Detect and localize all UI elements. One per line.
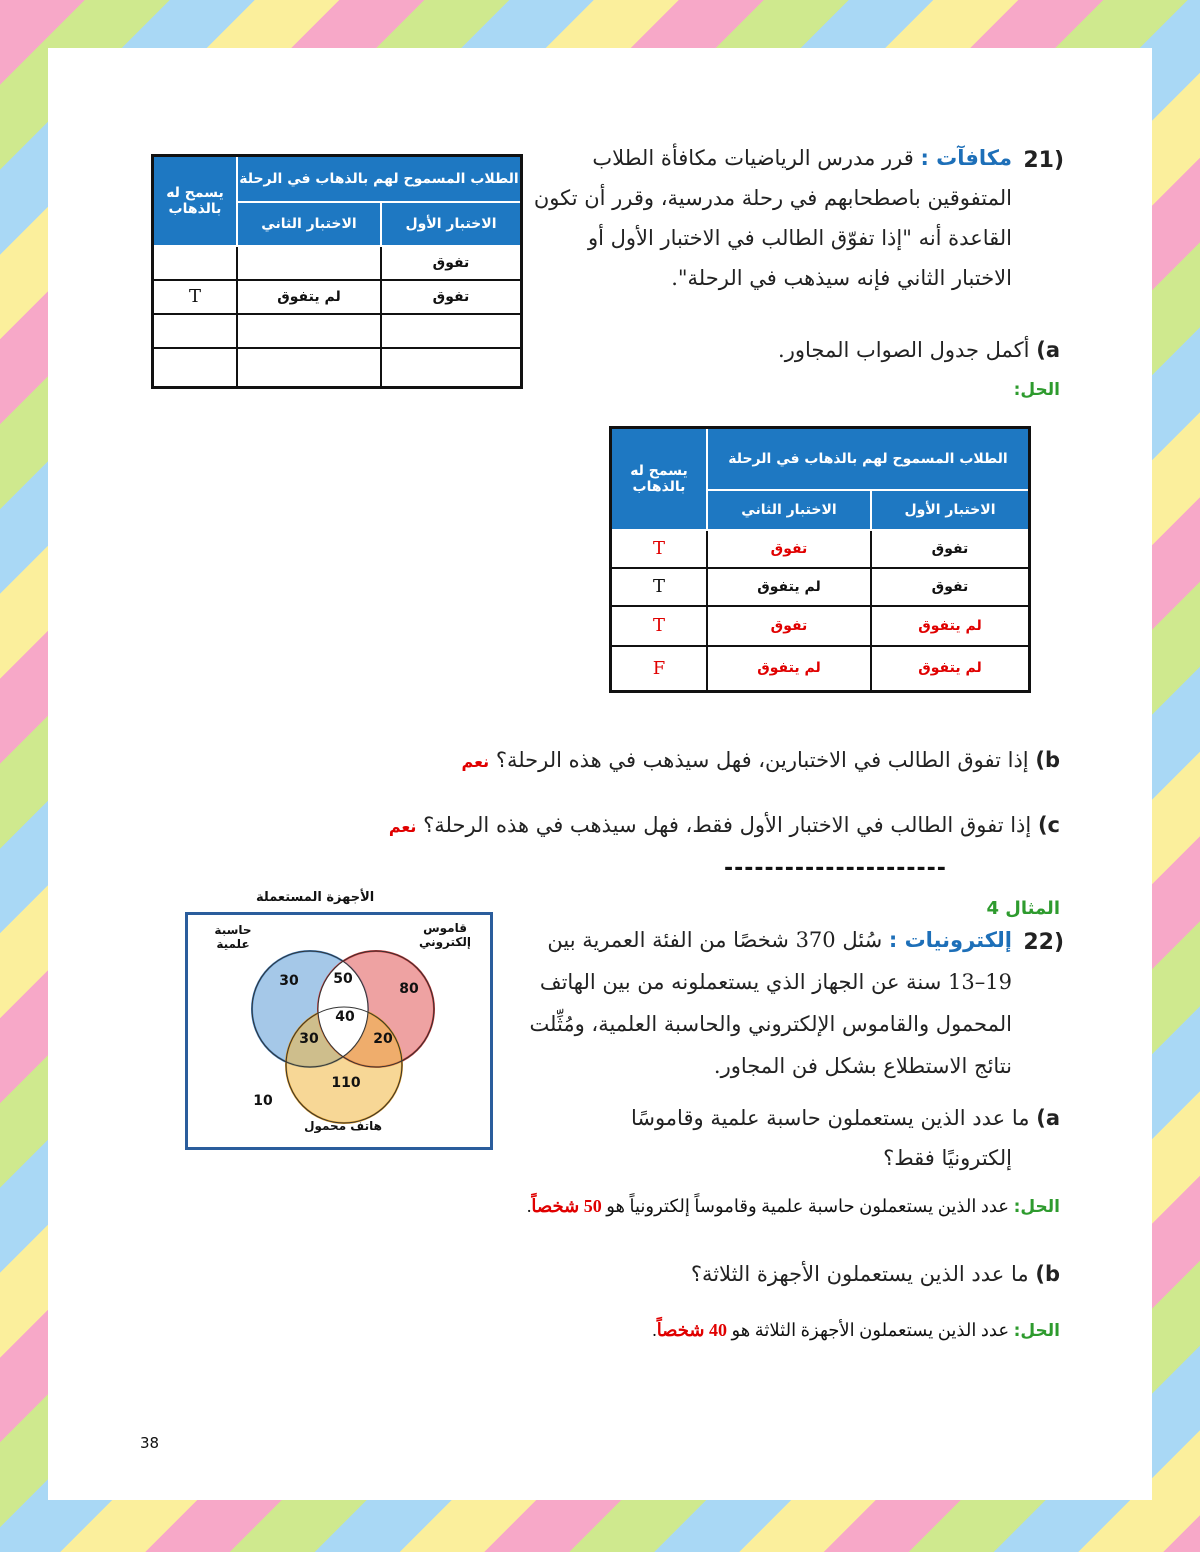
blank-r2-c1: تفوق [381, 280, 522, 314]
solved-r4-c2: لم يتفوق [707, 646, 871, 692]
q22-keyword: إلكترونيات : [888, 928, 1012, 952]
solved-r2-c1: تفوق [871, 568, 1030, 606]
q21-part-c-answer: نعم [388, 817, 417, 836]
header-test1: الاختبار الأول [381, 202, 522, 246]
header-students: الطلاب المسموح لهم بالذهاب في الرحلة [237, 156, 522, 202]
venn-dict-label: قاموس إلكتروني [418, 921, 472, 949]
q22-part-a-line2: إلكترونيًا فقط؟ [883, 1146, 1012, 1170]
q21-part-a-text: أكمل جدول الصواب المجاور. [778, 338, 1030, 362]
solved-header-students: الطلاب المسموح لهم بالذهاب في الرحلة [707, 428, 1030, 490]
solved-r2-c3: T [611, 568, 708, 606]
q21-line-4: الاختبار الثاني فإنه سيذهب في الرحلة". [671, 266, 1012, 290]
venn-calc-dict: 50 [333, 971, 353, 987]
q22-part-a-letter: a) [1036, 1106, 1060, 1130]
q22-part-a [631, 1106, 1060, 1130]
blank-r2-c2: لم يتفوق [237, 280, 381, 314]
q21-part-a-letter: a) [1036, 338, 1060, 362]
q22-answer-b [652, 1320, 1060, 1341]
blank-r1-c2 [237, 246, 381, 280]
blank-r3-c2 [237, 314, 381, 348]
truth-table-blank [151, 154, 523, 389]
venn-outside: 10 [253, 1093, 273, 1109]
q22-answer-b-text: عدد الذين يستعملون الأجهزة الثلاثة هو [731, 1320, 1010, 1340]
example-title: المثال 4 [986, 898, 1060, 919]
blank-r3-c1 [381, 314, 522, 348]
blank-r1-c3 [153, 246, 238, 280]
venn-all-three: 40 [335, 1009, 355, 1025]
q21-line-2: المتفوقين باصطحابهم في رحلة مدرسية، وقرر أن تكون [533, 186, 1012, 210]
solved-r3-c2: تفوق [707, 606, 871, 646]
venn-dict-phone: 20 [373, 1031, 393, 1047]
q21-solution-label: الحل: [1013, 380, 1060, 400]
q22-answer-a-text: عدد الذين يستعملون حاسبة علمية وقاموساً إلكترونياً هو [606, 1196, 1010, 1216]
venn-phone-only: 110 [331, 1075, 361, 1091]
q22-line-3: المحمول والقاموس الإلكتروني والحاسبة العلمية، ومُثِّلت [529, 1012, 1012, 1036]
solved-header-allowed: يسمح له بالذهاب [611, 428, 708, 530]
q22-number: 22) [1023, 930, 1064, 955]
q22-answer-a [527, 1196, 1060, 1217]
venn-title: الأجهزة المستعملة [256, 890, 375, 905]
q22-answer-b-value: 40 شخصاً [656, 1320, 727, 1340]
q21-part-a [778, 338, 1060, 362]
q21-number: 21) [1023, 148, 1064, 173]
q21-keyword: مكافآت : [920, 146, 1012, 170]
q22-answer-a-label: الحل: [1013, 1197, 1060, 1217]
solved-r2-c2: لم يتفوق [707, 568, 871, 606]
blank-r1-c1: تفوق [381, 246, 522, 280]
q21-part-c [389, 813, 1060, 837]
blank-r2-c3: T [153, 280, 238, 314]
blank-r4-c2 [237, 348, 381, 388]
q22-line-2: 19–13 سنة عن الجهاز الذي يستعملونه من بين الهاتف [539, 970, 1012, 994]
q22-part-a-line1: ما عدد الذين يستعملون حاسبة علمية وقاموسًا [630, 1106, 1030, 1130]
venn-dict-only: 80 [399, 981, 419, 997]
solved-r4-c1: لم يتفوق [871, 646, 1030, 692]
q21-part-b [462, 748, 1060, 772]
q22-answer-b-label: الحل: [1013, 1321, 1060, 1341]
venn-calc-only: 30 [279, 973, 299, 989]
blank-r4-c3 [153, 348, 238, 388]
q21-part-b-letter: b) [1035, 748, 1060, 772]
q22-part-b-letter: b) [1035, 1262, 1060, 1286]
solved-r4-c3: F [611, 646, 708, 692]
venn-diagram [185, 912, 493, 1150]
venn-phone-label: هاتف محمول [304, 1119, 382, 1133]
solved-r3-c1: لم يتفوق [871, 606, 1030, 646]
q22-answer-a-end: . [526, 1196, 532, 1216]
q21-line-1 [592, 146, 1012, 170]
header-test2: الاختبار الثاني [237, 202, 381, 246]
page [48, 48, 1152, 1500]
solved-r1-c1: تفوق [871, 530, 1030, 568]
solved-header-test2: الاختبار الثاني [707, 490, 871, 530]
venn-calc-label: حاسبة علمية [214, 923, 252, 951]
header-allowed: يسمح له بالذهاب [153, 156, 238, 246]
q21-part-c-text: إذا تفوق الطالب في الاختبار الأول فقط، فهل سيذهب في هذه الرحلة؟ [423, 813, 1032, 837]
solved-r1-c3: T [611, 530, 708, 568]
q22-line-1 [547, 928, 1012, 952]
solved-header-test1: الاختبار الأول [871, 490, 1030, 530]
q21-line-1-text: قرر مدرس الرياضيات مكافأة الطلاب [592, 146, 914, 170]
truth-table-solved [609, 426, 1031, 693]
solved-r1-c2: تفوق [707, 530, 871, 568]
page-number: 38 [140, 1434, 160, 1452]
blank-r4-c1 [381, 348, 522, 388]
q22-answer-b-end: . [652, 1320, 657, 1340]
q21-part-b-text: إذا تفوق الطالب في الاختبارين، فهل سيذهب في هذه الرحلة؟ [495, 748, 1029, 772]
q21-part-b-answer: نعم [461, 752, 490, 771]
q22-line-4: نتائج الاستطلاع بشكل فن المجاور. [713, 1054, 1012, 1078]
blank-r3-c3 [153, 314, 238, 348]
separator: ---------------------- [724, 856, 947, 881]
q22-part-b-text: ما عدد الذين يستعملون الأجهزة الثلاثة؟ [690, 1262, 1029, 1286]
q22-part-b [691, 1262, 1060, 1286]
solved-r3-c3: T [611, 606, 708, 646]
venn-calc-phone: 30 [299, 1031, 319, 1047]
q22-answer-a-value: 50 شخصاً [531, 1196, 602, 1216]
q22-line-1-text: سُئل 370 شخصًا من الفئة العمرية بين [547, 928, 883, 952]
q21-part-c-letter: c) [1037, 813, 1060, 837]
q21-line-3: القاعدة أنه "إذا تفوّق الطالب في الاختبار الأول أو [587, 226, 1012, 250]
